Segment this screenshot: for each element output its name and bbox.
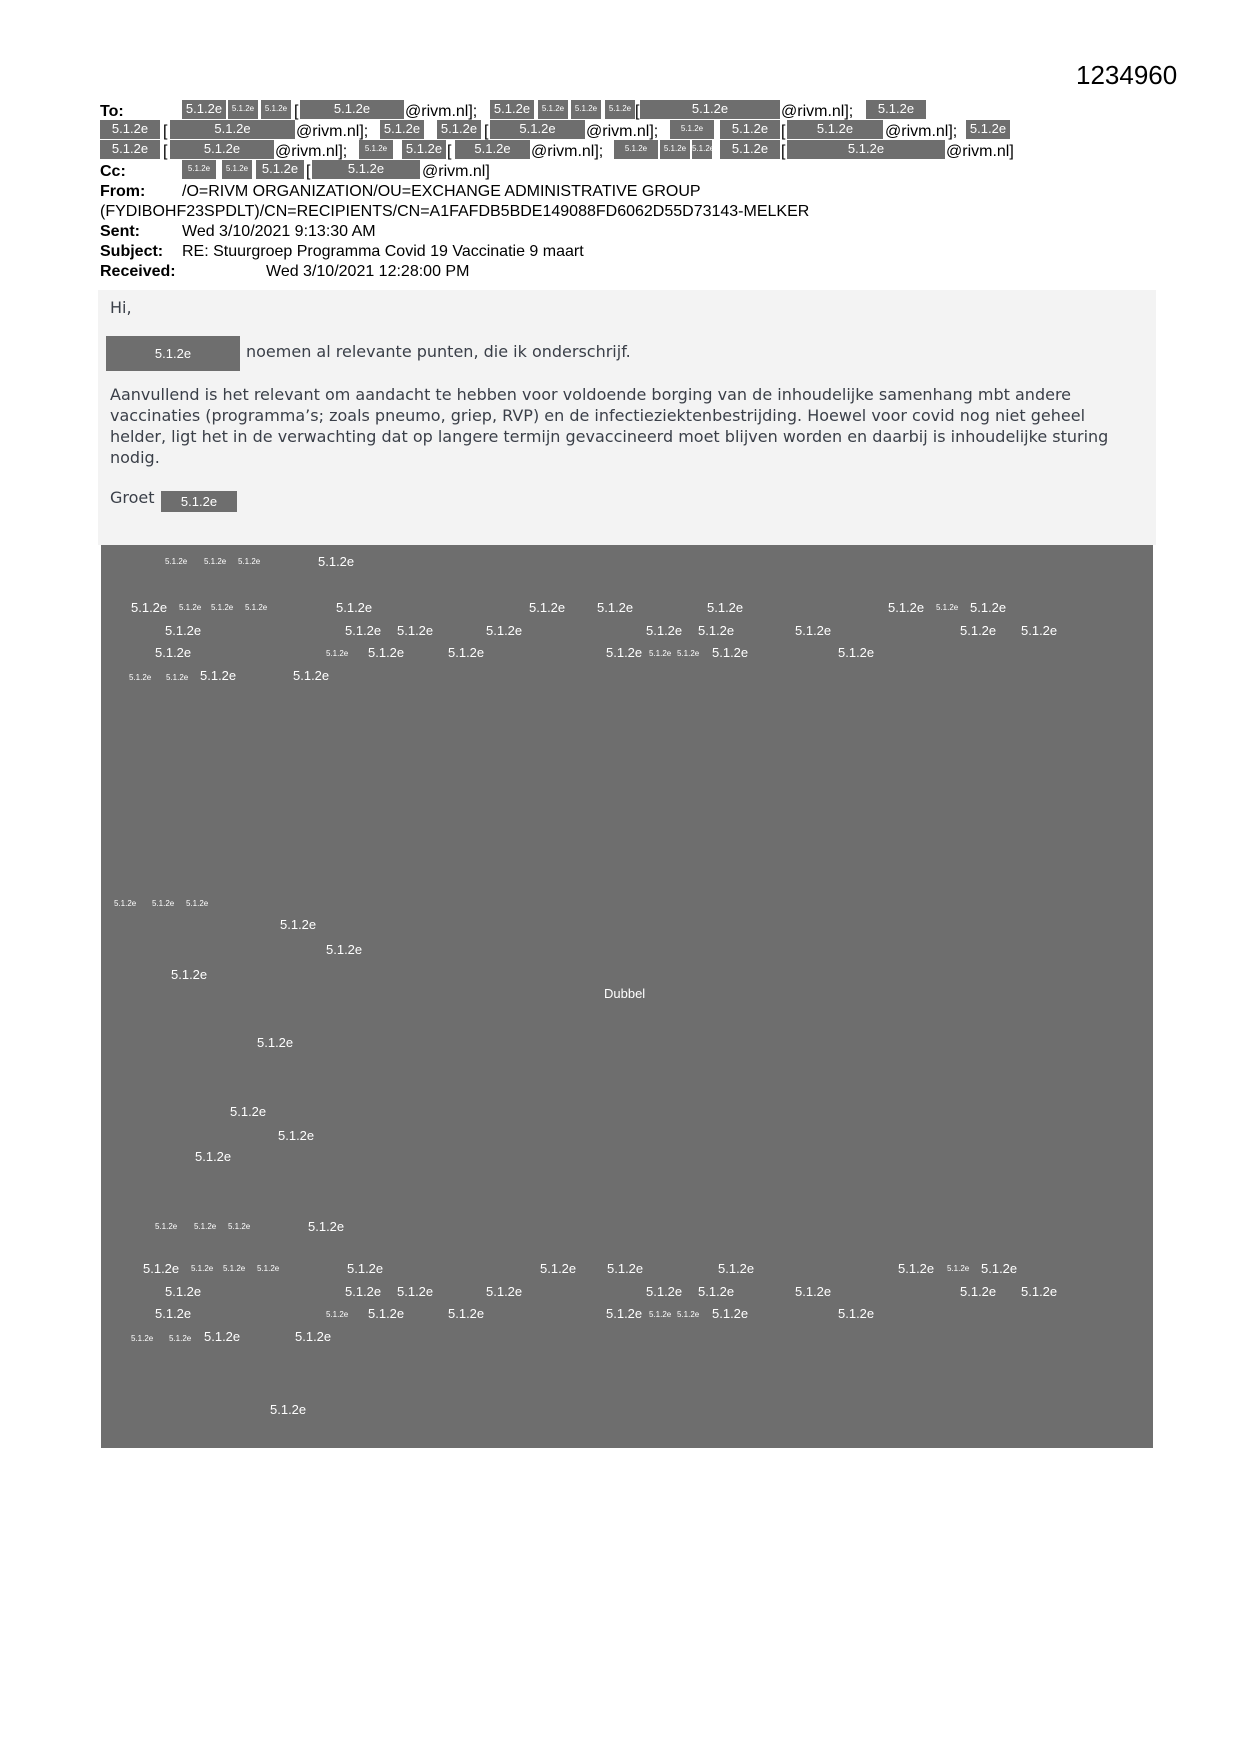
message-paragraph: Aanvullend is het relevant om aandacht te hebben voor voldoende borging van de inhoudelijke samenhang mbt andere vaccinaties (programma’s; zoals pneumo, griep, RVP) en de infectieziektenbestrijding. Hoewel voor covid nog niet geheel helder, ligt het in de verwachting dat op langere termijn gevaccineerd moet blijven worden en daarbij is inhoudelijke sturing nodig. xyxy=(110,385,1109,467)
redacted-block xyxy=(101,545,1153,1448)
redaction-code: 5.1.2e xyxy=(293,668,330,683)
email-domain: @rivm.nl] xyxy=(946,143,1014,160)
redaction-code: 5.1.2e xyxy=(345,623,382,638)
bracket: [ xyxy=(294,103,299,120)
email-domain: @rivm.nl]; xyxy=(405,103,478,120)
redaction: 5.1.2e xyxy=(670,120,714,139)
redaction-code: 5.1.2e xyxy=(228,1222,251,1231)
redaction-code: 5.1.2e xyxy=(529,600,566,615)
redaction-code: 5.1.2e xyxy=(326,649,349,658)
redaction: 5.1.2e xyxy=(571,100,601,119)
redaction: 5.1.2e xyxy=(660,140,690,159)
redaction-code: 5.1.2e xyxy=(540,1261,577,1276)
redaction-code: 5.1.2e xyxy=(155,1306,192,1321)
redaction-code: 5.1.2e xyxy=(195,1149,232,1164)
sent-label: Sent: xyxy=(100,223,140,240)
redaction-code: 5.1.2e xyxy=(278,1128,315,1143)
redaction-code: 5.1.2e xyxy=(707,600,744,615)
redaction: 5.1.2e xyxy=(692,140,712,159)
redaction-code: 5.1.2e xyxy=(960,623,997,638)
redaction-code: 5.1.2e xyxy=(597,600,634,615)
bracket: [ xyxy=(781,143,786,160)
redaction-code: 5.1.2e xyxy=(1021,1284,1058,1299)
bracket: [ xyxy=(781,123,786,140)
redaction: 5.1.2e xyxy=(380,120,424,139)
redaction-code: 5.1.2e xyxy=(200,668,237,683)
redaction-code: 5.1.2e xyxy=(606,645,643,660)
redaction: 5.1.2e xyxy=(170,120,295,139)
redaction: 5.1.2e xyxy=(161,491,237,512)
redaction-code: 5.1.2e xyxy=(238,557,261,566)
redaction-code: 5.1.2e xyxy=(270,1402,307,1417)
bracket: [ xyxy=(484,123,489,140)
bracket: [ xyxy=(635,103,640,120)
redaction-code: 5.1.2e xyxy=(947,1264,970,1273)
dubbel-label: Dubbel xyxy=(604,986,646,1001)
redaction-code: 5.1.2e xyxy=(795,623,832,638)
email-domain: @rivm.nl]; xyxy=(586,123,659,140)
bracket: [ xyxy=(306,163,311,180)
redaction-code: 5.1.2e xyxy=(336,600,373,615)
redaction-code: 5.1.2e xyxy=(649,1310,672,1319)
redaction-code: 5.1.2e xyxy=(131,600,168,615)
redaction-code: 5.1.2e xyxy=(155,645,192,660)
redaction: 5.1.2e xyxy=(300,100,404,119)
redaction: 5.1.2e xyxy=(538,100,568,119)
redaction-code: 5.1.2e xyxy=(698,1284,735,1299)
redaction: 5.1.2e xyxy=(261,100,291,119)
redaction-code: 5.1.2e xyxy=(152,899,175,908)
redaction-code: 5.1.2e xyxy=(165,1284,202,1299)
redaction: 5.1.2e xyxy=(100,140,160,159)
redaction: 5.1.2e xyxy=(402,140,446,159)
cc-label: Cc: xyxy=(100,163,126,180)
redaction: 5.1.2e xyxy=(182,160,216,179)
redaction-code: 5.1.2e xyxy=(712,1306,749,1321)
redaction-code: 5.1.2e xyxy=(936,603,959,612)
redaction-code: 5.1.2e xyxy=(677,649,700,658)
bracket: [ xyxy=(163,143,168,160)
redaction-code: 5.1.2e xyxy=(888,600,925,615)
redaction-code: 5.1.2e xyxy=(204,1329,241,1344)
closing: Groet xyxy=(110,488,155,507)
redaction-code: 5.1.2e xyxy=(191,1264,214,1273)
redaction: 5.1.2e xyxy=(605,100,635,119)
redaction: 5.1.2e xyxy=(182,100,226,119)
redaction-code: 5.1.2e xyxy=(646,623,683,638)
redaction-code: 5.1.2e xyxy=(257,1035,294,1050)
redaction: 5.1.2e xyxy=(640,100,780,119)
from-value: /O=RIVM ORGANIZATION/OU=EXCHANGE ADMINISTRATIVE GROUP xyxy=(182,183,701,200)
redaction-code: 5.1.2e xyxy=(448,1306,485,1321)
redaction: 5.1.2e xyxy=(490,120,585,139)
redaction: 5.1.2e xyxy=(866,100,926,119)
redaction: 5.1.2e xyxy=(720,140,780,159)
redaction-code: 5.1.2e xyxy=(345,1284,382,1299)
redaction-code: 5.1.2e xyxy=(981,1261,1018,1276)
redaction-code: 5.1.2e xyxy=(646,1284,683,1299)
redaction-code: 5.1.2e xyxy=(486,623,523,638)
redaction-code: 5.1.2e xyxy=(186,899,209,908)
email-domain: @rivm.nl]; xyxy=(531,143,604,160)
redaction: 5.1.2e xyxy=(787,120,883,139)
redaction-code: 5.1.2e xyxy=(131,1334,154,1343)
redaction-code: 5.1.2e xyxy=(970,600,1007,615)
redaction-code: 5.1.2e xyxy=(448,645,485,660)
received-label: Received: xyxy=(100,263,176,280)
redaction-code: 5.1.2e xyxy=(129,673,152,682)
redaction-code: 5.1.2e xyxy=(698,623,735,638)
redaction: 5.1.2e xyxy=(106,336,240,371)
redaction-code: 5.1.2e xyxy=(143,1261,180,1276)
redaction-code: 5.1.2e xyxy=(368,645,405,660)
redaction: 5.1.2e xyxy=(359,140,393,159)
redaction: 5.1.2e xyxy=(228,100,258,119)
redaction-code: 5.1.2e xyxy=(308,1219,345,1234)
redaction-code: 5.1.2e xyxy=(397,623,434,638)
received-value: Wed 3/10/2021 12:28:00 PM xyxy=(266,263,470,280)
redaction-code: 5.1.2e xyxy=(838,1306,875,1321)
subject-label: Subject: xyxy=(100,243,164,260)
redaction-code: 5.1.2e xyxy=(179,603,202,612)
redaction-code: 5.1.2e xyxy=(169,1334,192,1343)
redaction-code: 5.1.2e xyxy=(245,603,268,612)
redaction-code: 5.1.2e xyxy=(318,554,355,569)
redaction-code: 5.1.2e xyxy=(649,649,672,658)
email-domain: @rivm.nl]; xyxy=(296,123,369,140)
redaction: 5.1.2e xyxy=(720,120,780,139)
message-line: noemen al relevante punten, die ik onderschrijf. xyxy=(246,342,631,361)
subject-value: RE: Stuurgroep Programma Covid 19 Vaccinatie 9 maart xyxy=(182,243,584,260)
redaction-code: 5.1.2e xyxy=(712,645,749,660)
redaction: 5.1.2e xyxy=(437,120,481,139)
sent-value: Wed 3/10/2021 9:13:30 AM xyxy=(182,223,376,240)
email-domain: @rivm.nl] xyxy=(422,163,490,180)
redaction-code: 5.1.2e xyxy=(204,557,227,566)
redaction: 5.1.2e xyxy=(966,120,1010,139)
from-label: From: xyxy=(100,183,146,200)
email-domain: @rivm.nl]; xyxy=(275,143,348,160)
redaction-code: 5.1.2e xyxy=(607,1261,644,1276)
document-number: 1234960 xyxy=(1076,60,1178,90)
redaction-code: 5.1.2e xyxy=(397,1284,434,1299)
redaction-code: 5.1.2e xyxy=(1021,623,1058,638)
redaction-code: 5.1.2e xyxy=(155,1222,178,1231)
redaction-code: 5.1.2e xyxy=(486,1284,523,1299)
redaction-code: 5.1.2e xyxy=(326,1310,349,1319)
redaction: 5.1.2e xyxy=(455,140,530,159)
bracket: [ xyxy=(163,123,168,140)
redaction-code: 5.1.2e xyxy=(211,603,234,612)
redaction-code: 5.1.2e xyxy=(795,1284,832,1299)
redaction-code: 5.1.2e xyxy=(194,1222,217,1231)
redaction: 5.1.2e xyxy=(100,120,160,139)
redaction: 5.1.2e xyxy=(490,100,534,119)
redaction-code: 5.1.2e xyxy=(838,645,875,660)
to-label: To: xyxy=(100,103,124,120)
redaction-code: 5.1.2e xyxy=(368,1306,405,1321)
redaction-code: 5.1.2e xyxy=(347,1261,384,1276)
redaction-code: 5.1.2e xyxy=(257,1264,280,1273)
email-domain: @rivm.nl]; xyxy=(885,123,958,140)
redaction: 5.1.2e xyxy=(256,160,304,179)
from-value-cont: (FYDIBOHF23SPDLT)/CN=RECIPIENTS/CN=A1FAFDB5BDE149088FD6062D55D73143-MELKER xyxy=(100,203,810,220)
redaction-code: 5.1.2e xyxy=(165,623,202,638)
redaction-code: 5.1.2e xyxy=(718,1261,755,1276)
redaction: 5.1.2e xyxy=(312,160,420,179)
redaction-code: 5.1.2e xyxy=(606,1306,643,1321)
redaction-code: 5.1.2e xyxy=(223,1264,246,1273)
redaction-code: 5.1.2e xyxy=(898,1261,935,1276)
redaction: 5.1.2e xyxy=(787,140,945,159)
redaction-code: 5.1.2e xyxy=(295,1329,332,1344)
email-domain: @rivm.nl]; xyxy=(781,103,854,120)
redaction-code: 5.1.2e xyxy=(171,967,208,982)
bracket: [ xyxy=(447,143,452,160)
redaction-code: 5.1.2e xyxy=(230,1104,267,1119)
redaction: 5.1.2e xyxy=(222,160,252,179)
redaction: 5.1.2e xyxy=(614,140,658,159)
redaction-code: 5.1.2e xyxy=(677,1310,700,1319)
redaction-code: 5.1.2e xyxy=(960,1284,997,1299)
redaction-code: 5.1.2e xyxy=(165,557,188,566)
redaction-code: 5.1.2e xyxy=(326,942,363,957)
redaction-code: 5.1.2e xyxy=(114,899,137,908)
greeting: Hi, xyxy=(110,298,132,317)
redaction-code: 5.1.2e xyxy=(280,917,317,932)
redaction-code: 5.1.2e xyxy=(166,673,189,682)
redaction: 5.1.2e xyxy=(170,140,274,159)
